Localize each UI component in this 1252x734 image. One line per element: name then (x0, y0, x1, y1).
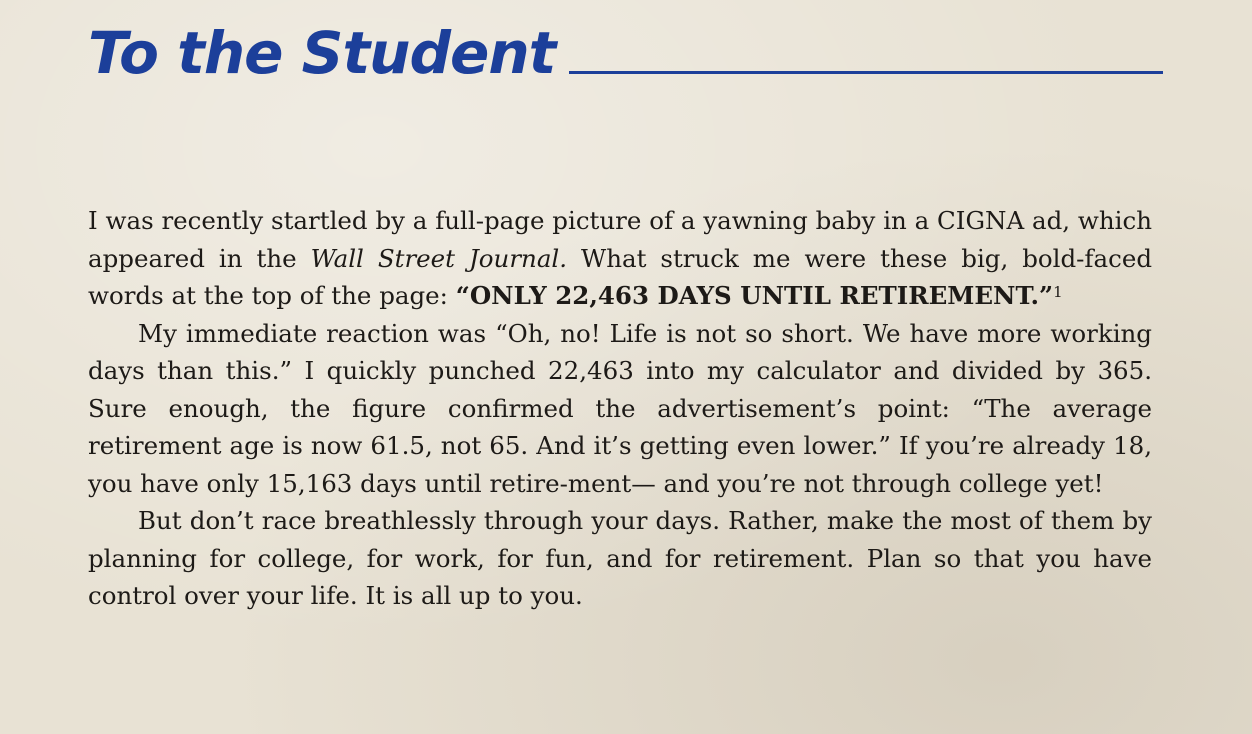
heading-row (88, 12, 1163, 92)
paragraph-2: My immediate reaction was “Oh, no! Life is not so short. We have more working days than this.” I quickly punched 22,463 into my calculator and divided by 365. Sure enough, the figure confirmed the advertisement’s point: “The average retirement age is now 61.5, not 65. And it’s getting even lower.” If you’re already 18, you have only 15,163 days until retire-ment— and you’re not through college yet! (88, 318, 1152, 498)
paragraph-1 (88, 202, 1152, 315)
ad-quote: “ONLY 22,463 DAYS UNTIL RETIREMENT.” (455, 281, 1054, 310)
footnote-marker: 1 (1053, 283, 1063, 301)
paragraph-1-text-b: What struck me were these big, bold-faced words at the top of the page: (88, 243, 1153, 310)
page-title: To the Student (88, 19, 556, 87)
heading-rule (569, 71, 1163, 74)
journal-name: Wall Street Journal. (310, 243, 568, 273)
paragraph-3: But don’t race breathlessly through your days. Rather, make the most of them by planning for college, for work, for fun, and for retirement. Plan so that you have control over your life. It is all up to you. (88, 506, 1152, 610)
paragraph-1-text-a: I was recently startled by a full-page picture of a yawning baby in a CIGNA ad, which appeared in the (88, 206, 1152, 273)
body-text (88, 202, 1152, 615)
